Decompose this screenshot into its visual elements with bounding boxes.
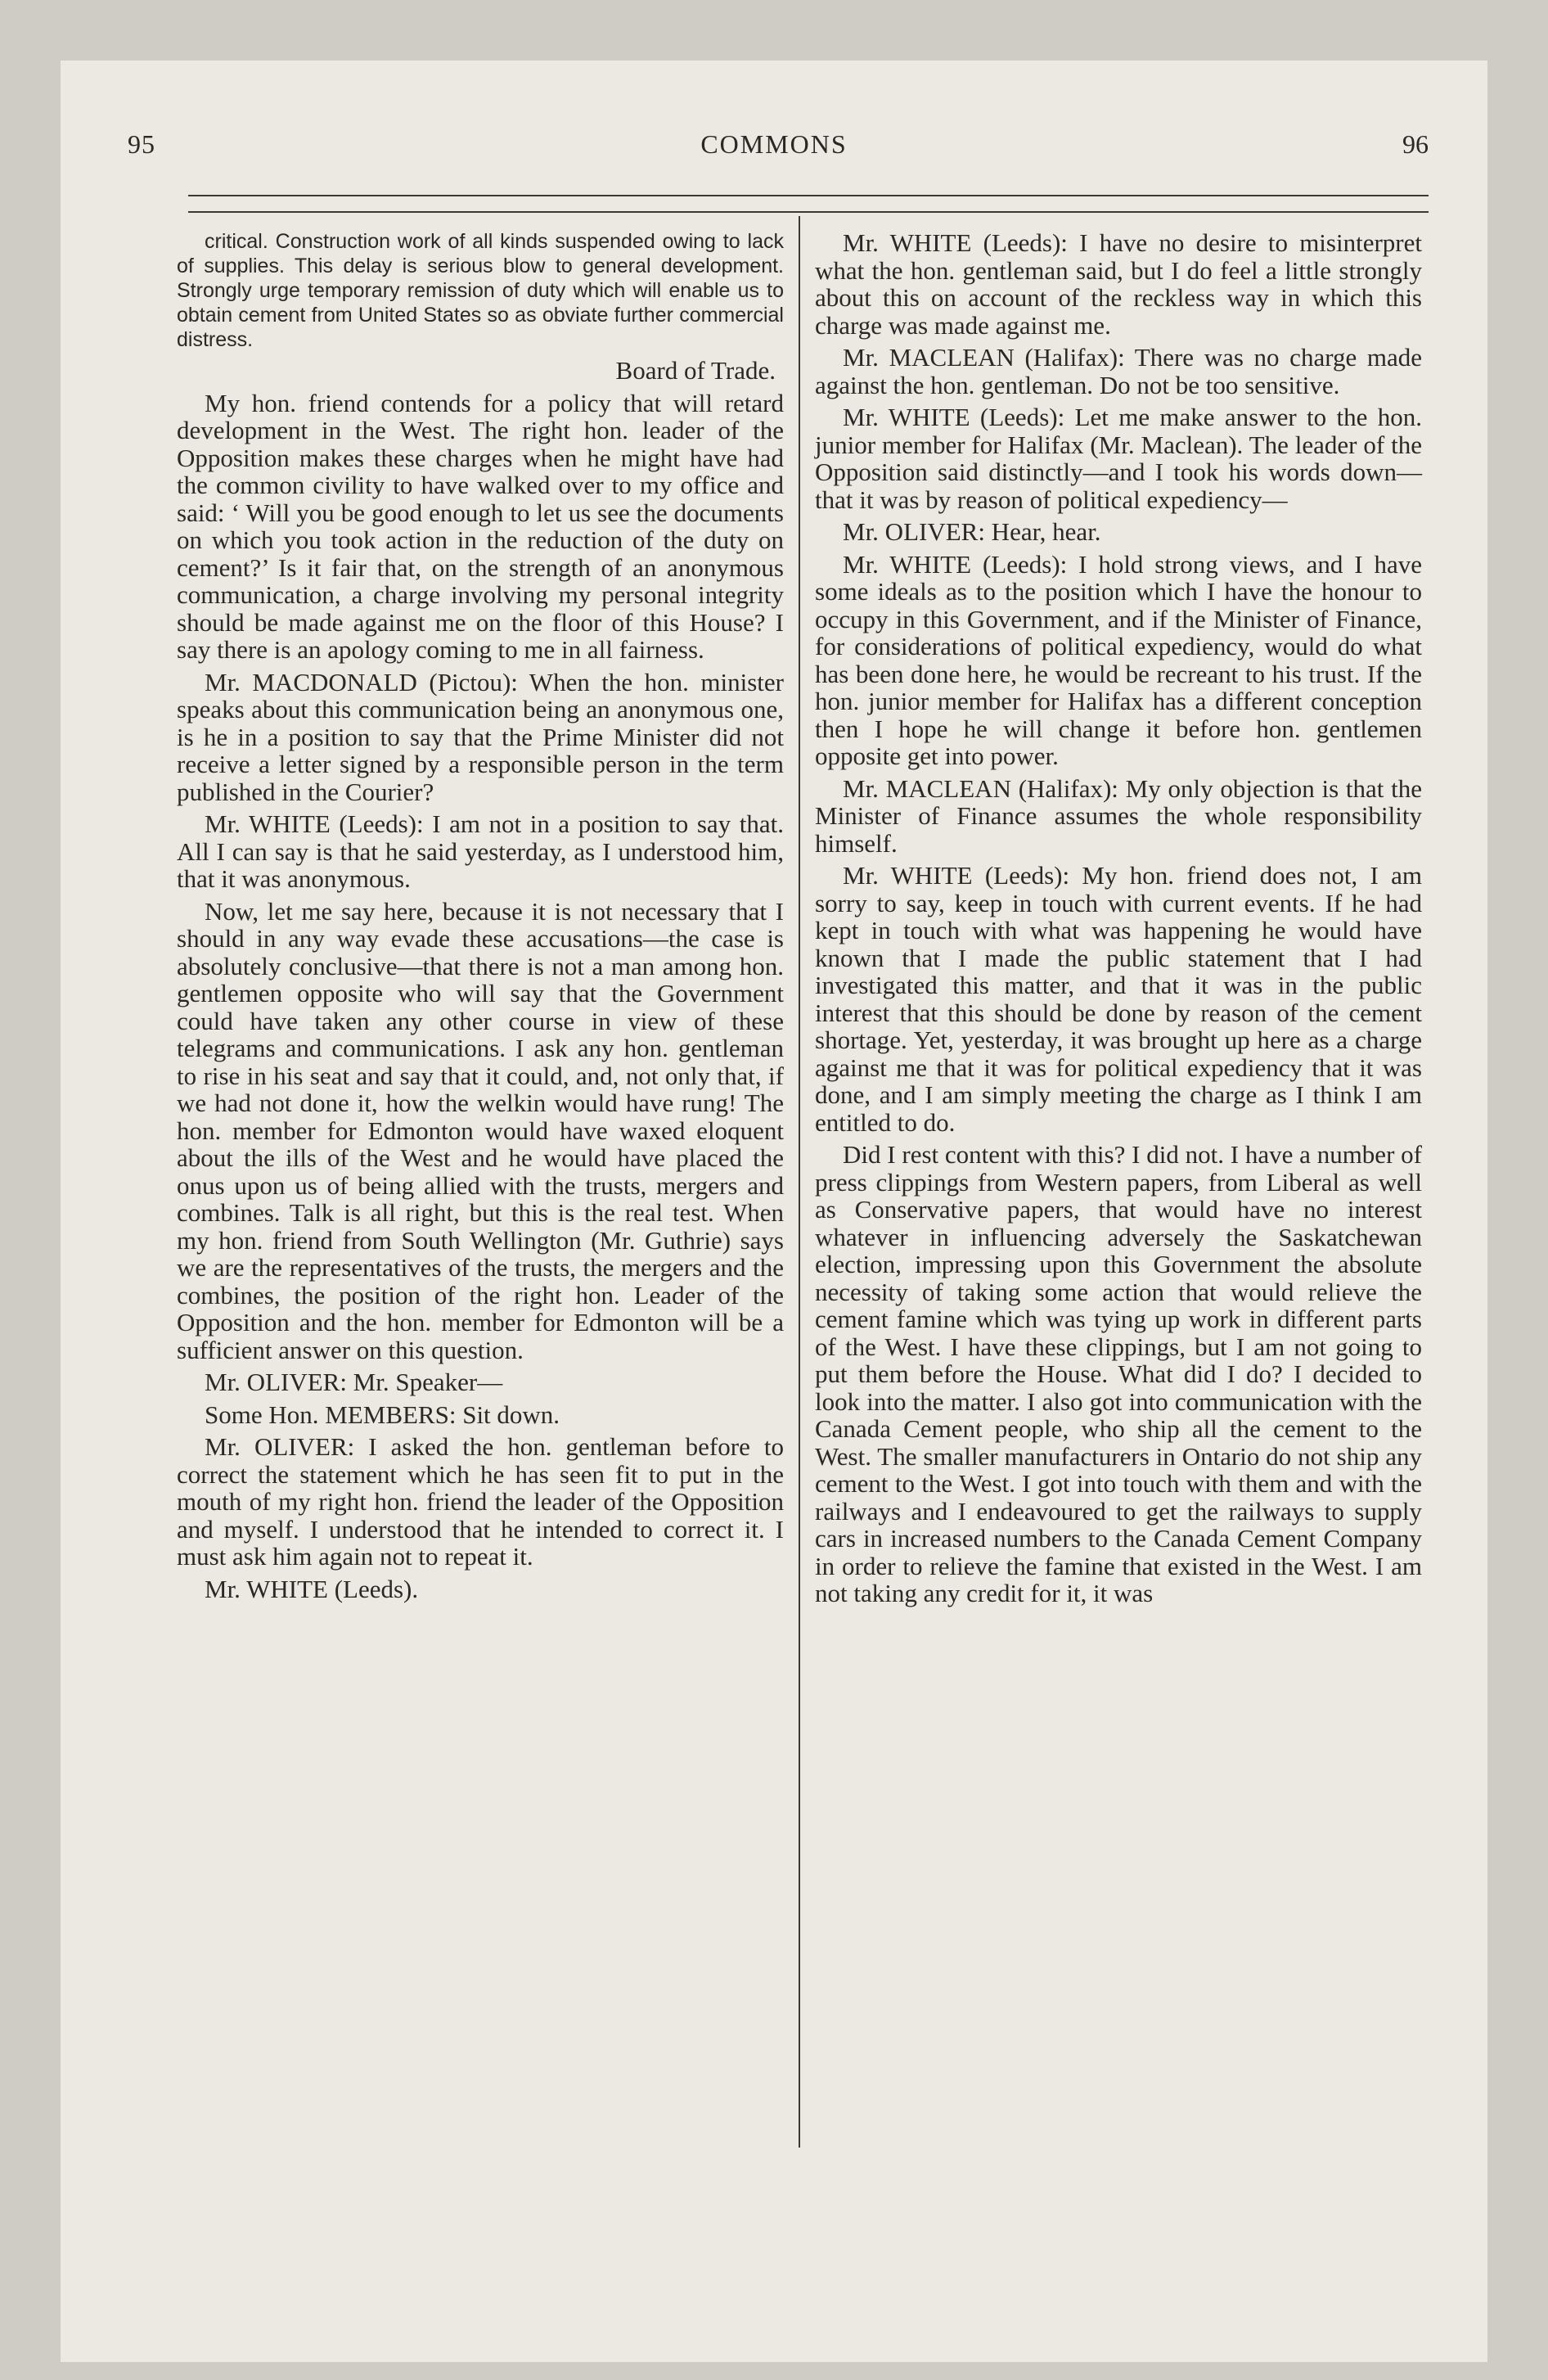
column-divider xyxy=(799,216,800,2148)
paragraph: Now, let me say here, because it is not necessary that I should in any way evade these accusations—the case is absolutely conclusive—that there is not a man among hon. gentlemen opposite who will say that the Government could have taken any other course in view of these telegrams and communications. I ask any hon. gentleman to rise in his seat and say that it could, and, not only that, if we had not done it, how the welkin would have rung! The hon. member for Edmonton would have waxed eloquent about the ills of the West and he would have placed the onus upon us of being allied with the trusts, mergers and combines. Talk is all right, but this is the real test. When my hon. friend from South Wellington (Mr. Guthrie) says we are the representatives of the trusts, the mergers and the combines, the position of the right hon. Leader of the Opposition and the hon. member for Edmonton will be a sufficient answer on this question. xyxy=(177,896,784,1364)
paragraph: Mr. MACDONALD (Pictou): When the hon. minister speaks about this communication being an anonymous one, is he in a position to say that the Prime Minister did not receive a letter signed by a responsible person in the term published in the Courier? xyxy=(177,667,784,806)
left-column xyxy=(177,229,784,1607)
paragraph: My hon. friend contends for a policy that will retard development in the West. The right hon. leader of the Opposition makes these charges when he might have had the common civility to have walked over to my office and said: ‘ Will you be good enough to let us see the documents on which you took action in the reduction of the duty on cement?’ Is it fair that, on the strength of an anonymous communication, a charge involving my personal integrity should be made against me on the floor of this House? I say there is an apology coming to me in all fairness. xyxy=(177,388,784,664)
paragraph: Some Hon. MEMBERS: Sit down. xyxy=(205,1400,560,1429)
paragraph: Mr. OLIVER: I asked the hon. gentleman before to correct the statement which he has seen fit to put in the mouth of my right hon. friend the leader of the Opposition and myself. I understood that he intended to correct it. I must ask him again not to repeat it. xyxy=(177,1432,784,1571)
paragraph: Mr. WHITE (Leeds): My hon. friend does not, I am sorry to say, keep in touch with current events. If he had kept in touch with what was happening he would have known that I made the public statement that I had investigated this matter, and that it was in the public interest that this should be done by reason of the cement shortage. Yet, yesterday, it was brought up here as a charge against me that it was for political expediency that it was done, and I am simply meeting the charge as I think I am entitled to do. xyxy=(815,861,1422,1137)
hansard-page xyxy=(61,61,1487,2362)
paragraph: Mr. WHITE (Leeds): I am not in a position to say that. All I can say is that he said yesterday, as I understood him, that it was anonymous. xyxy=(177,809,784,893)
header-rule-top xyxy=(188,195,1429,196)
telegram-signature: Board of Trade. xyxy=(615,356,776,385)
page-number-left: 95 xyxy=(128,129,155,159)
paragraph: Mr. OLIVER: Mr. Speaker— xyxy=(205,1368,503,1396)
paragraph: Mr. WHITE (Leeds). xyxy=(205,1574,419,1603)
paragraph: Mr. MACLEAN (Halifax): There was no charge made against the hon. gentleman. Do not be too sensitive. xyxy=(815,343,1422,399)
page-header-title: COMMONS xyxy=(700,129,848,159)
header-rule-bottom xyxy=(188,211,1429,213)
paragraph: Mr. MACLEAN (Halifax): My only objection is that the Minister of Finance assumes the whole responsibility himself. xyxy=(815,773,1422,858)
telegram-text: critical. Construction work of all kinds suspended owing to lack of supplies. This delay is serious blow to general development. Strongly urge temporary remission of duty which will enable us to obtain cement from United States so as obviate further commercial distress. xyxy=(177,230,784,351)
paragraph: Mr. OLIVER: Hear, hear. xyxy=(843,517,1101,546)
paragraph: Mr. WHITE (Leeds): Let me make answer to the hon. junior member for Halifax (Mr. Maclean). The leader of the Opposition said distinctly—and I took his words down—that it was by reason of political expediency— xyxy=(815,403,1422,514)
page-number-right: 96 xyxy=(1402,129,1429,159)
paragraph: Mr. WHITE (Leeds): I have no desire to misinterpret what the hon. gentleman said, but I do feel a little strongly about this on account of the reckless way in which this charge was made against me. xyxy=(815,228,1422,340)
paragraph: Mr. WHITE (Leeds): I hold strong views, and I have some ideals as to the position which I have the honour to occupy in this Government, and if the Minister of Finance, for considerations of political expediency, would do what has been done here, he would be recreant to his trust. If the hon. junior member for Halifax has a different conception then I hope he will change it before hon. gentlemen opposite get into power. xyxy=(815,549,1422,770)
paragraph: Did I rest content with this? I did not. I have a number of press clippings from Western papers, from Liberal as well as Conservative papers, that would have no interest whatever in influencing adversely the Saskatchewan election, impressing upon this Government the absolute necessity of taking some action that would relieve the cement famine which was tying up work in different parts of the West. I have these clippings, but I am not going to put them before the House. What did I do? I decided to look into the matter. I also got into communication with the Canada Cement people, who ship all the cement to the West. The smaller manufacturers in Ontario do not ship any cement to the West. I got into touch with them and with the railways and I endeavoured to get the railways to supply cars in increased numbers to the Canada Cement Company in order to relieve the famine that existed in the West. I am not taking any credit for it, it was xyxy=(815,1140,1422,1607)
right-column xyxy=(815,229,1422,1612)
